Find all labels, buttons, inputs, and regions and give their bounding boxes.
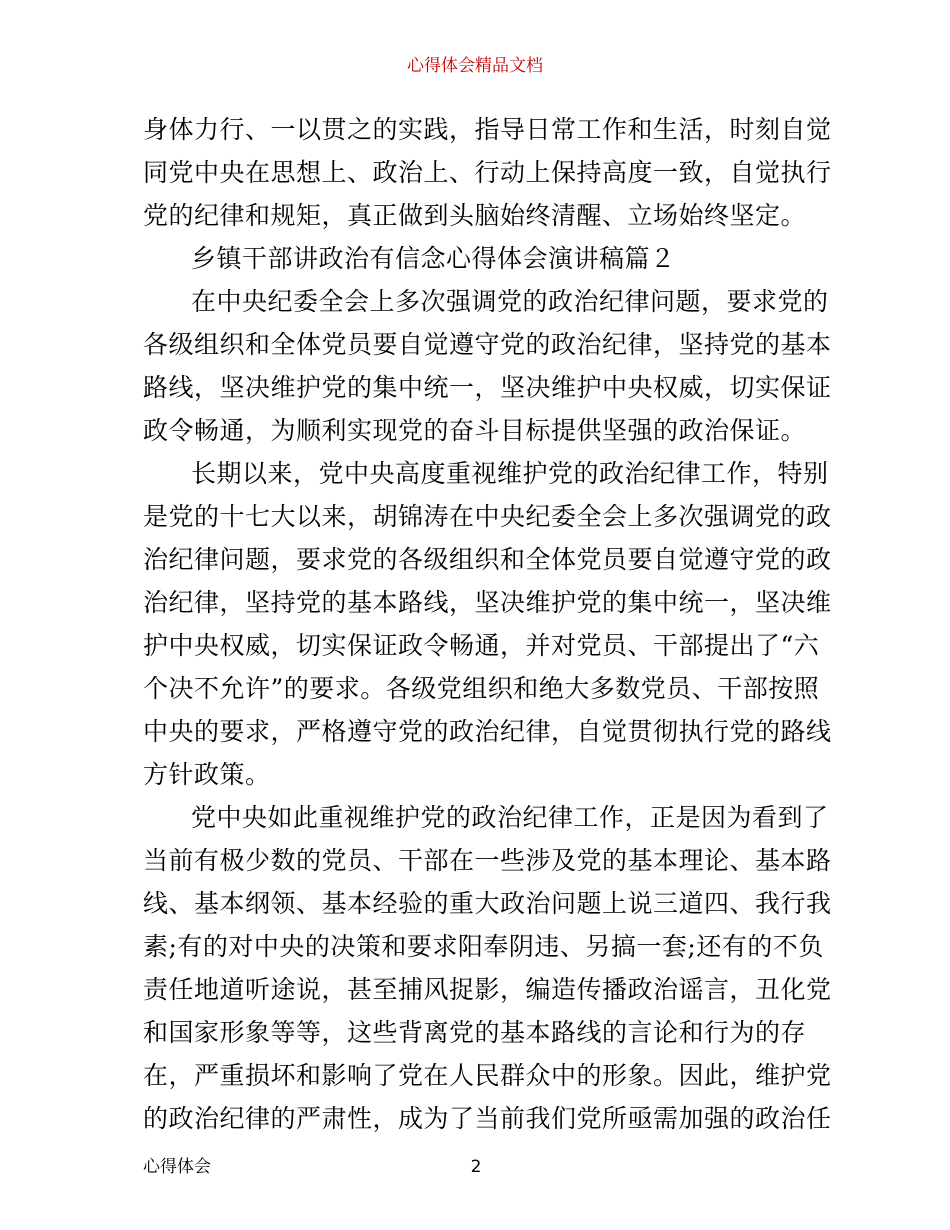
text-line: 身体力行、一以贯之的实践，指导日常工作和生活，时刻自觉	[143, 115, 832, 144]
text-line: 党中央如此重视维护党的政治纪律工作，正是因为看到了	[191, 803, 829, 832]
document-body	[143, 108, 832, 1140]
document-header: 心得体会精品文档	[407, 56, 543, 76]
text-line: 责任地道听途说，甚至捕风捉影，编造传播政治谣言，丑化党	[143, 975, 832, 1004]
text-line: 长期以来，党中央高度重视维护党的政治纪律工作，特别	[191, 459, 829, 488]
page-number: 2	[470, 1157, 482, 1177]
text-line: 个决不允许”的要求。各级党组织和绝大多数党员、干部按照	[143, 674, 820, 703]
text-line: 治纪律问题，要求党的各级组织和全体党员要自觉遵守党的政	[143, 545, 832, 574]
text-line: 政令畅通，为顺利实现党的奋斗目标提供坚强的政治保证。	[143, 416, 807, 445]
text-line: 是党的十七大以来，胡锦涛在中央纪委全会上多次强调党的政	[143, 502, 832, 531]
section-heading: 乡镇干部讲政治有信念心得体会演讲稿篇２	[191, 244, 676, 273]
text-line: 各级组织和全体党员要自觉遵守党的政治纪律，坚持党的基本	[143, 330, 832, 359]
text-line: 中央的要求，严格遵守党的政治纪律，自觉贯彻执行党的路线	[143, 717, 832, 746]
footer-label: 心得体会	[143, 1157, 211, 1177]
text-line: 当前有极少数的党员、干部在一些涉及党的基本理论、基本路	[143, 846, 832, 875]
text-line: 路线，坚决维护党的集中统一，坚决维护中央权威，切实保证	[143, 373, 832, 402]
text-line: 同党中央在思想上、政治上、行动上保持高度一致，自觉执行	[143, 158, 832, 187]
text-line: 护中央权威，切实保证政令畅通，并对党员、干部提出了“六	[143, 631, 820, 660]
text-line: 线、基本纲领、基本经验的重大政治问题上说三道四、我行我	[143, 889, 832, 918]
text-line: 和国家形象等等，这些背离党的基本路线的言论和行为的存	[143, 1018, 807, 1047]
text-line: 方针政策。	[143, 760, 271, 789]
text-line: 党的纪律和规矩，真正做到头脑始终清醒、立场始终坚定。	[143, 201, 807, 230]
text-line: 的政治纪律的严肃性，成为了当前我们党所亟需加强的政治任	[143, 1104, 832, 1133]
text-line: 在中央纪委全会上多次强调党的政治纪律问题，要求党的	[191, 287, 829, 316]
text-line: 治纪律，坚持党的基本路线，坚决维护党的集中统一，坚决维	[143, 588, 832, 617]
text-line: 在，严重损坏和影响了党在人民群众中的形象。因此，维护党	[143, 1061, 832, 1090]
text-line: 素;有的对中央的决策和要求阳奉阴违、另搞一套;还有的不负	[143, 932, 824, 961]
